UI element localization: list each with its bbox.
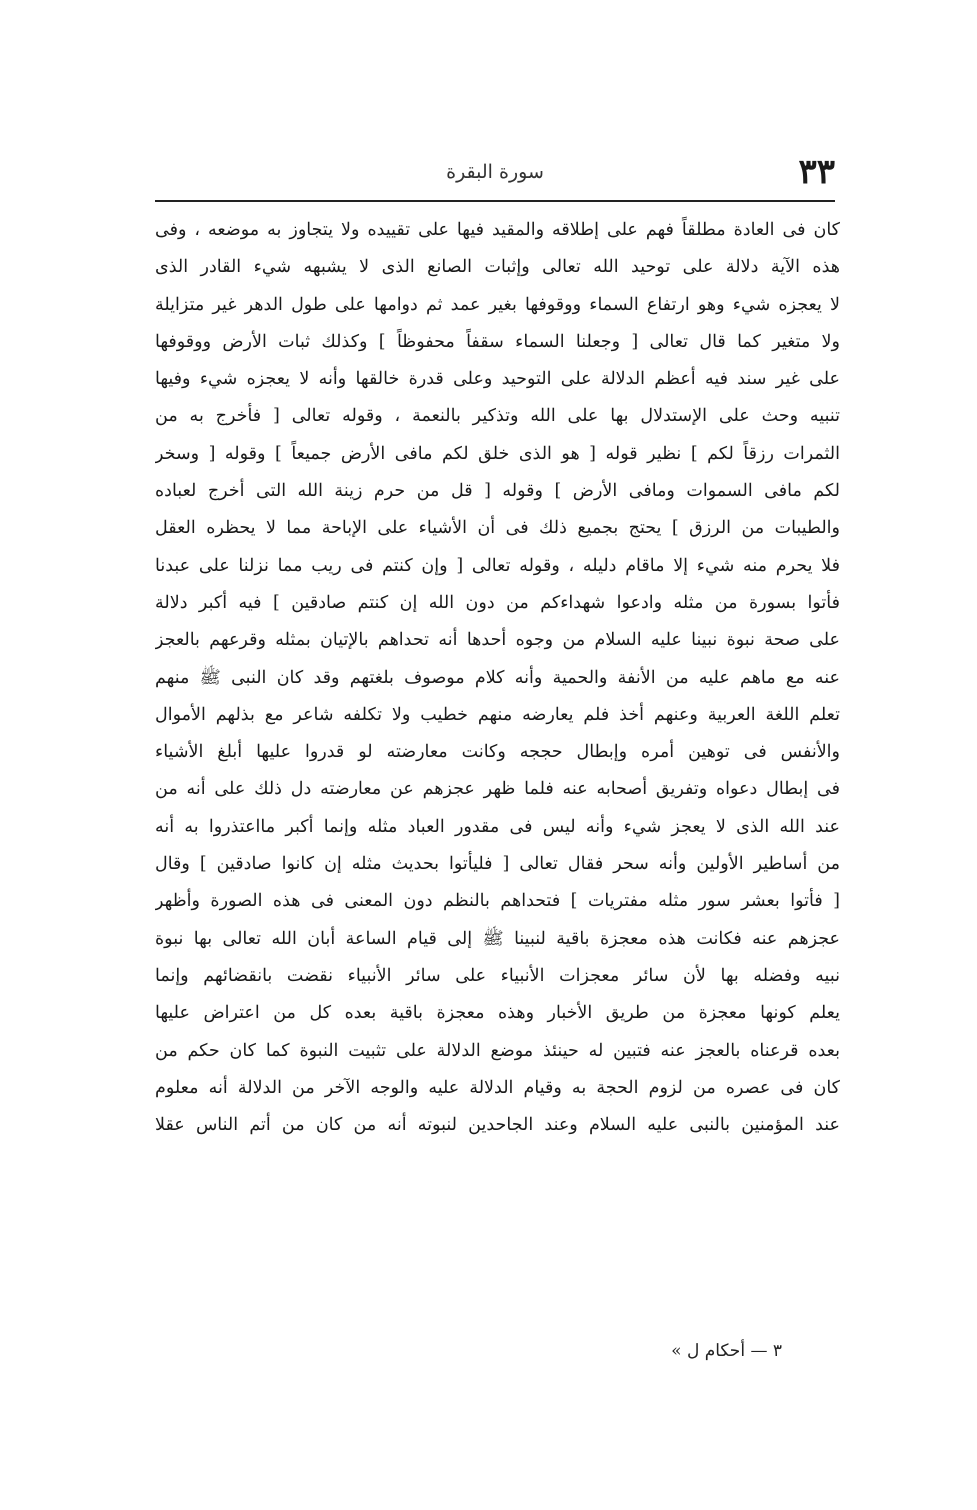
text-line: هذه الآية دلالة على توحيد الله تعالى وإثبات الصانع الذى لا يشبهه شيء القادر الذى (155, 257, 840, 278)
text-line: فى إبطال دعواه وتفريق أصحابه عنه فلما ظهر عجزهم عن معارضته دل ذلك على أنه من (155, 779, 840, 800)
text-line: من أساطير الأولين وأنه سحر فقال تعالى [ فليأتوا بحديث مثله إن كانوا صادقين ] وقال (155, 854, 840, 875)
text-line: عند المؤمنين بالنبى عليه السلام وعند الجاحدين لنبوته أنه من كان من أتم الناس عقلا (155, 1115, 840, 1136)
text-line: كان فى عصره من لزوم الحجة به وقيام الدلالة عليه والوجه الآخر من الدلالة أنه معلوم (155, 1077, 840, 1098)
text-line: فلا يحرم منه شيء إلا ماقام دليله ، وقوله تعالى [ وإن كنتم فى ريب مما نزلنا على عبدنا (155, 555, 840, 576)
text-line: عجزهم عنه فكانت هذه معجزة باقية لنبينا ﷺ إلى قيام الساعة أبان الله تعالى بها نبوة (155, 928, 840, 949)
text-line: تعلم اللغة العربية وعنهم أخذ فلم يعارضه منهم خطيب ولا تكلفه شاعر مع بذلهم الأموال (155, 704, 840, 725)
text-line: [ فأتوا بعشر سور مثله مفتريات ] فتحداهم بالنظم دون المعنى فى هذه الصورة وأظهر (155, 891, 840, 912)
text-line: على غير سند فيه أعظم الدلالة على التوحيد وعلى قدرة خالقها وأنه لا يعجزه شيء وفيها (155, 369, 840, 390)
body-text (155, 212, 840, 1144)
text-line: كان فى العادة مطلقاً فهم على إطلاقه والمقيد فيها على تقييده ولا يتجاوز به موضعه ، وفى (155, 220, 840, 240)
page-header (155, 150, 835, 194)
text-line: ولا متغير كما قال تعالى [ وجعلنا السماء سقفاً محفوظاً ] وكذلك ثبات الأرض ووقوفها (155, 331, 840, 352)
signature-mark: ٣ — أحكام ل » (671, 1341, 782, 1361)
text-line: فأتوا بسورة من مثله وادعوا شهداءكم من دون الله إن كنتم صادقين ] فيه أكبر دلالة (155, 592, 840, 613)
header-divider (155, 200, 835, 202)
text-line: لكم مافى السموات ومافى الأرض ] وقوله [ قل من حرم زينة الله التى أخرج لعباده (155, 481, 840, 502)
text-line: تنبيه وحث على الإستدلال بها على الله وتذكير بالنعمة ، وقوله تعالى [ فأخرج به من (155, 406, 840, 427)
text-line: عنه مع ماهم عليه من الأنفة والحمية وأنه كلام موصوف بلغتهم وقد كان النبى ﷺ منهم (155, 667, 840, 688)
text-line: لا يعجزه شيء وهو ارتفاع السماء ووقوفها بغير عمد ثم دوامها على طول الدهر غير متزايلة (155, 294, 840, 315)
text-line: الثمرات رزقاً لكم ] نظير قوله [ هو الذى خلق لكم مافى الأرض جميعاً ] وقوله [ وسخر (155, 443, 840, 464)
text-line: بعده قرعناه بالعجز عنه فتبين له حينئذ موضع الدلالة على تثبيت النبوة كما كان حكم من (155, 1040, 840, 1061)
text-line: والطيبات من الرزق ] يحتج بجميع ذلك فى أن الأشياء على الإباحة مما لا يحظره العقل (155, 518, 840, 539)
text-line: على صحة نبوة نبينا عليه السلام من وجوه أحدها أنه تحداهم بالإتيان بمثله وقرعهم بالعجز (155, 630, 840, 651)
text-line: عند الله الذى لا يعجز شيء وأنه ليس فى مقدور العباد مثله وإنما أكبر مااعتذروا به أنه (155, 816, 840, 837)
running-title: سورة البقرة (446, 161, 544, 183)
text-line: والأنفس فى توهين أمره وإبطال حججه وكانت معارضته لو قدروا عليها أبلغ الأشياء (155, 742, 840, 763)
page-number: ٣٣ (798, 152, 835, 192)
text-line: يعلم كونها معجزة من طريق الأخبار وهذه معجزة باقية بعده كل من اعتراض عليها (155, 1003, 840, 1024)
text-line: نبيه وفضله بها لأن سائر معجزات الأنبياء على سائر الأنبياء نقضت بانقضائهم وإنما (155, 965, 840, 986)
